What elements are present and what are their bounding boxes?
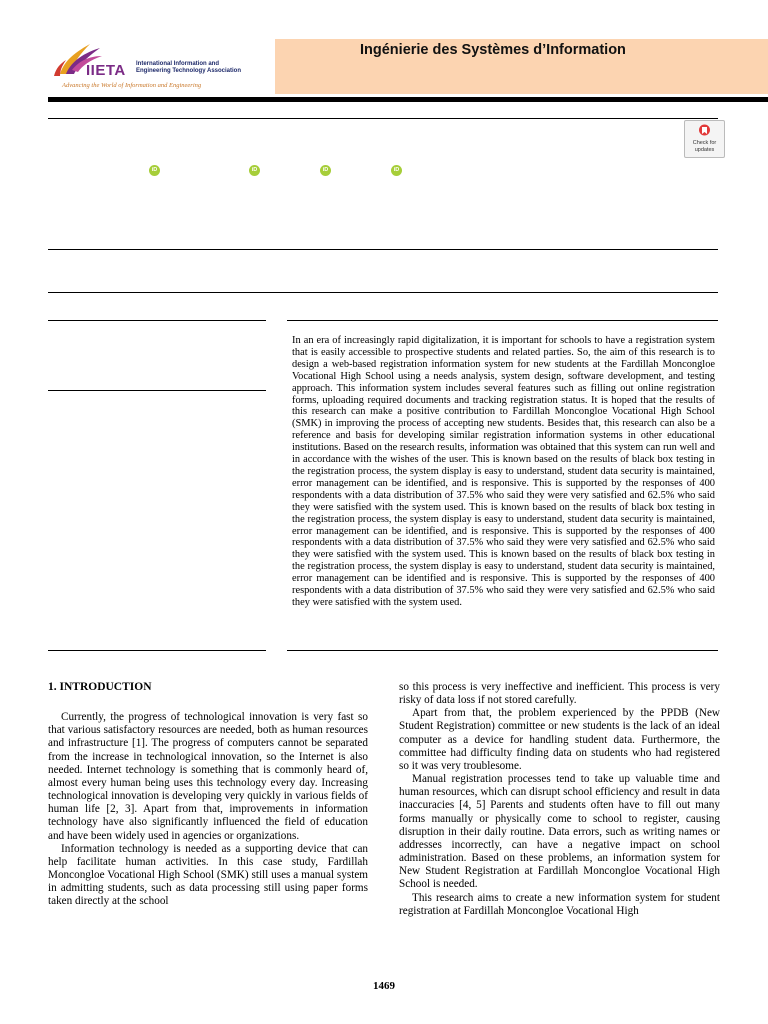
orcid-icon[interactable]: iD [249, 165, 260, 176]
divider [48, 292, 718, 293]
journal-title: Ingénierie des Systèmes d’Information [360, 42, 626, 58]
divider [287, 320, 718, 321]
body-column-left [48, 681, 368, 909]
header-rule [48, 97, 768, 102]
divider [287, 650, 718, 651]
logo-organization-name: International Information and Engineering Technology Association [136, 61, 242, 74]
divider [48, 390, 266, 391]
orcid-icon[interactable]: iD [149, 165, 160, 176]
orcid-icon[interactable]: iD [320, 165, 331, 176]
paragraph: Apart from that, the problem experienced by the PPDB (New Student Registration) committee or new students is the lack of an ideal computer as a device for handling student data. Furthermore, the committee had difficulty finding data on students who had registered so it was very troublesome. [399, 707, 720, 772]
page-number: 1469 [373, 980, 395, 992]
paragraph: Information technology is needed as a supporting device that can help facilitate human activities. In this case study, Fardillah Moncongloe Vocational High School (SMK) still uses a manual system in admitting students, such as data processing still using paper forms taken directly at the school [48, 842, 368, 908]
journal-title-banner [275, 39, 768, 94]
paragraph: Manual registration processes tend to take up valuable time and human resources, which can disrupt school efficiency and result in data inaccuracies [4, 5] Parents and students often have to fill out many forms manually or physically come to school to register, causing disruption in their daily routine. Data errors, such as writing names or addresses incorrectly, can have a negative impact on school administration. Based on these problems, an information system for New Student Registration at Fardillah Moncongloe Vocational High School is needed. [399, 773, 720, 891]
paragraph: This research aims to create a new information system for student registration at Fardillah Moncongloe Vocational High [399, 891, 720, 917]
logo-abbreviation: IIETA [86, 62, 126, 79]
publisher-logo [50, 40, 245, 92]
paragraph: Currently, the progress of technological innovation is very fast so that various satisfactory resources are needed, both as human resources and infrastructure [1]. The progress of computers cannot be separated from the increase in technological innovation, so the Internet is also needed. Internet technology is something that is commonly heard of, almost every human being uses this technology every day. Increasing technological innovation is developing very quickly in various fields of human life [2, 3]. Apart from that, improvements in information technology have also significantly influenced the field of education and have been widely used in agencies or organizations. [48, 711, 368, 842]
divider [48, 320, 266, 321]
orcid-icon[interactable]: iD [391, 165, 402, 176]
bookmark-icon [698, 124, 711, 139]
check-for-updates-label: Check for updates [692, 140, 717, 153]
check-for-updates-button[interactable] [684, 120, 725, 158]
abstract-text: In an era of increasingly rapid digitalization, it is important for schools to have a registration system that is easily accessible to prospective students and related parties. So, the aim of this research is to design a web-based registration information system for new students at the Fardillah Moncongloe Vocational High School using a needs analysis, system design, software development, and testing approach. This information system includes several features such as filling out online registration forms, uploading required documents and tracking registration status. It is hoped that the results of this research can make a positive contribution to Fardillah Moncongloe Vocational High School (SMK) in improving the process of accepting new students. Besides that, this research can also be a reference and basis for developing similar registration information systems in other educational institutions. Based on the research results, information was obtained that this system can run well and in accordance with the wishes of the user. This is known based on the results of black box testing in the registration process, the system display is easy to understand, student data security is maintained, error management can be identified, and is responsive. This is supported by the responses of 400 respondents with a data distribution of 37.5% who said they were very satisfied and 62.5% who said they were satisfied with the system used. This is known based on the results of black box testing in the registration process, the system display is easy to understand, student data security is maintained, error management can be identified, and is responsive. This is supported by the responses of 400 respondents with a data distribution of 37.5% who said they were very satisfied and 62.5% who said they were satisfied with the system used. This is known based on the results of black box testing in the registration process, the system display is easy to understand, student data security is maintained, error management can be identified and is responsive. This is supported by the responses of 400 respondents with a data distribution of 37.5% who said they were very satisfied and 62.5% who said they were satisfied with the system used. [292, 335, 715, 608]
body-column-right [399, 681, 720, 918]
section-heading: 1. INTRODUCTION [48, 681, 152, 693]
divider [48, 650, 266, 651]
logo-tagline: Advancing the World of Information and Engineering [62, 82, 202, 89]
paragraph: so this process is very ineffective and inefficient. This process is very risky of data loss if not stored carefully. [399, 681, 720, 707]
divider [48, 118, 718, 119]
divider [48, 249, 718, 250]
